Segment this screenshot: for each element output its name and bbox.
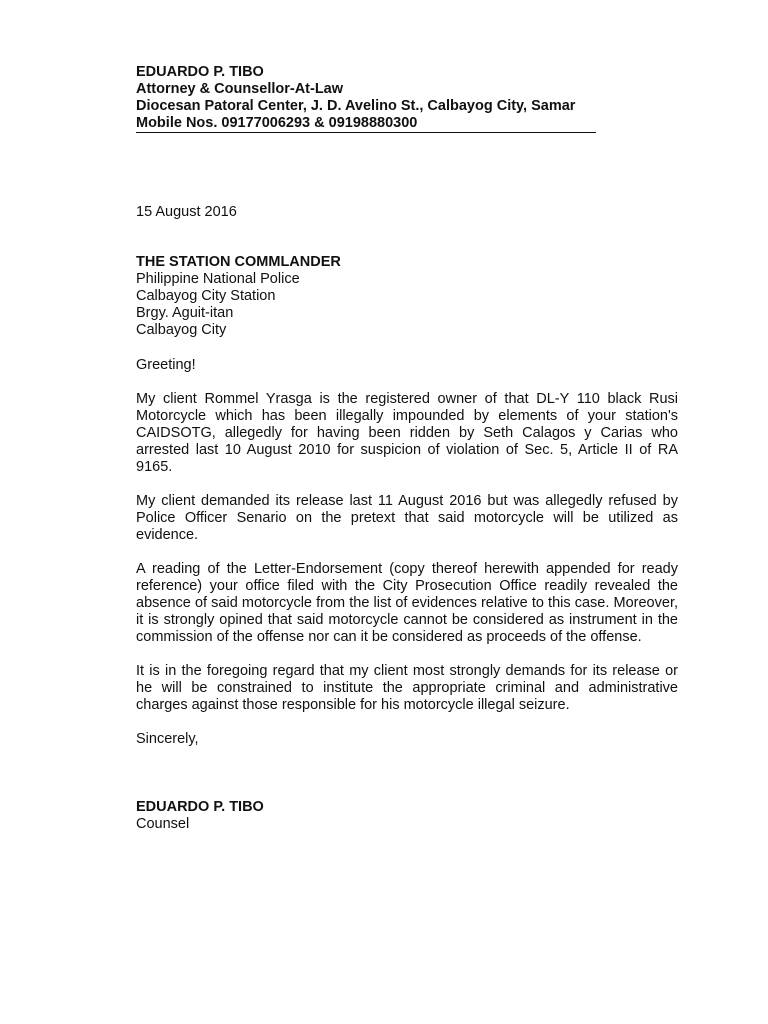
- recipient-line: Philippine National Police: [136, 271, 300, 287]
- letterhead-mobile: Mobile Nos. 09177006293 & 09198880300: [136, 115, 418, 131]
- signature-role: Counsel: [136, 816, 190, 832]
- signature-name: EDUARDO P. TIBO: [136, 799, 264, 815]
- closing: Sincerely,: [136, 731, 199, 747]
- greeting: Greeting!: [136, 357, 196, 373]
- body-paragraph: My client Rommel Yrasga is the registered owner of that DL-Y 110 black Rusi Motorcycle which has been illegally impounded by elements of your station's CAIDSOTG, allegedly for having been ridden by Seth Calagos y Carias who arrested last 10 August 2010 for suspicion of violation of Sec. 5, Article II of RA 9165.: [136, 391, 678, 475]
- letterhead-address: Diocesan Patoral Center, J. D. Avelino St., Calbayog City, Samar: [136, 98, 576, 114]
- body-paragraph: It is in the foregoing regard that my client most strongly demands for its release or he will be constrained to institute the appropriate criminal and administrative charges against those responsible for his motorcycle illegal seizure.: [136, 663, 678, 713]
- signature-block: [136, 799, 678, 833]
- recipient-title: THE STATION COMMLANDER: [136, 254, 341, 270]
- letter-date: 15 August 2016: [136, 204, 237, 220]
- recipient-line: Calbayog City Station: [136, 288, 276, 304]
- letterhead-title: Attorney & Counsellor-At-Law: [136, 81, 344, 97]
- body-paragraph: A reading of the Letter-Endorsement (copy thereof herewith appended for ready reference) your office filed with the City Prosecution Office readily revealed the absence of said motorcycle from the list of evidences relative to this case. Moreover, it is strongly opined that said motorcycle cannot be considered as instrument in the commission of the offense nor can it be considered as proceeds of the offense.: [136, 561, 678, 645]
- letterhead: [136, 64, 596, 133]
- letter-page: [136, 64, 678, 833]
- recipient-line: Calbayog City: [136, 322, 227, 338]
- letterhead-name: EDUARDO P. TIBO: [136, 64, 264, 80]
- recipient-line: Brgy. Aguit-itan: [136, 305, 234, 321]
- recipient-block: [136, 254, 678, 339]
- body-paragraph: My client demanded its release last 11 August 2016 but was allegedly refused by Police Officer Senario on the pretext that said motorcycle will be utilized as evidence.: [136, 493, 678, 543]
